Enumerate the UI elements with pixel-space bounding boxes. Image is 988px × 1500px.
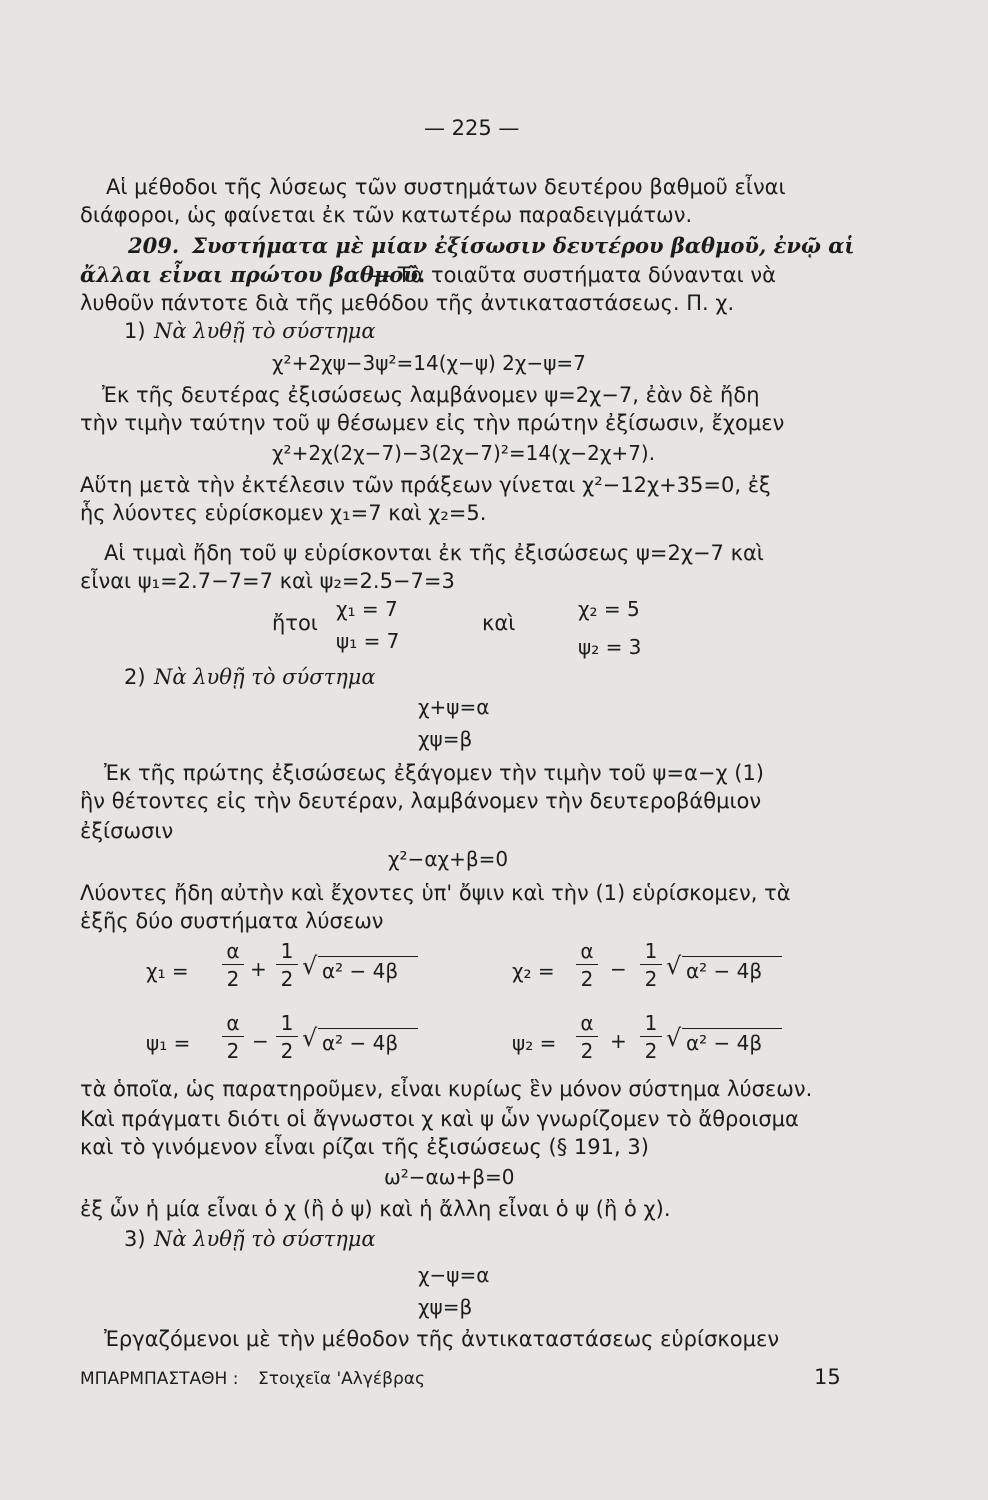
section-title-b: ἄλλαι εἶναι πρώτου βαθμοῦ. <box>80 262 426 287</box>
example-1-number: 1) <box>124 319 146 343</box>
example-2-number: 2) <box>124 665 146 689</box>
section-title-a: Συστήματα μὲ μίαν ἐξίσωσιν δευτέρου βαθμοῦ, ἐνῷ αἱ <box>192 233 855 258</box>
example-2-para-2: ἣν θέτοντες εἰς τὴν δευτέραν, λαμβάνομεν τὴν δευτεροβάθμιον <box>80 789 762 813</box>
example-2-eq-sum: χ+ψ=α <box>418 695 490 719</box>
example-3-para-1: Ἐργαζόμενοι μὲ τὴν μέθοδον τῆς ἀντικαταστάσεως εὑρίσκομεν <box>104 1327 780 1351</box>
section-text-a: — Τὰ τοιαῦτα συστήματα δύνανται νὰ <box>370 263 777 287</box>
example-2-para-9: ἐξ ὧν ἡ μία εἶναι ὁ χ (ἢ ὁ ψ) καὶ ἡ ἄλλη εἶναι ὁ ψ (ἢ ὁ χ). <box>80 1197 671 1221</box>
book-page: — 225 — Αἱ μέθοδοι τῆς λύσεως τῶν συστημάτων δευτέρου βαθμοῦ εἶναι διάφοροι, ὡς φαίνεται ἐκ τῶν κατωτέρω παραδειγμάτων. 209. Συστήματα μὲ μίαν ἐξίσωσιν δευτέρου βαθμοῦ, ἐνῷ αἱ ἄλλαι εἶναι πρώτου βαθμοῦ. — Τὰ τοιαῦτα συστήματα δύνανται νὰ λυθοῦν πάντοτε διὰ τῆς μεθόδου τῆς ἀντικαταστάσεως. Π. χ. 1) Νὰ λυθῇ τὸ σύστημα χ²+2χψ−3ψ²=14(χ−ψ) 2χ−ψ=7 Ἐκ τῆς δευτέρας ἐξισώσεως λαμβάνομεν ψ=2χ−7, ἐὰν δὲ ἤδη τὴν τιμὴν ταύτην τοῦ ψ θέσωμεν εἰς τὴν πρώτην ἐξίσωσιν, ἔχομεν χ²+2χ(2χ−7)−3(2χ−7)²=14(χ−2χ+7). Αὕτη μετὰ τὴν ἐκτέλεσιν τῶν πράξεων γίνεται χ²−12χ+35=0, ἐξ ἧς λύοντες εὑρίσκομεν χ₁=7 καὶ χ₂=5. Αἱ τιμαὶ ἤδη τοῦ ψ εὑρίσκονται ἐκ τῆς ἐξισώσεως ψ=2χ−7 καὶ εἶναι ψ₁=2.7−7=7 καὶ ψ₂=2.5−7=3 ἤτοι χ₁ = 7 ψ₁ = 7 καὶ χ₂ = 5 ψ₂ = 3 2) Νὰ λυθῇ τὸ σύστημα χ+ψ=α χψ=β Ἐκ τῆς πρώτης ἐξισώσεως ἐξάγομεν τὴν τιμὴν τοῦ ψ=α−χ (1) ἣν θέτοντες εἰς τὴν δευτέραν, λαμβάνομεν τὴν δευτεροβάθμιον ἐξίσωσιν χ²−αχ+β=0 Λύοντες ἤδη αὐτὴν καὶ ἔχοντες ὑπ' ὄψιν καὶ τὴν (1) εὑρίσκομεν, τὰ ἑξῆς δύο συστήματα λύσεων χ₁ = α 2 + 1 2 √ α² − 4β χ₂ = α 2 − 1 2 √ α² − 4β ψ₁ = α 2 − 1 2 √ α² − 4β ψ₂ = α 2 + 1 2 √ α² − 4β τὰ ὁποῖα, ὡς παρατηροῦμεν, εἶναι κυρίως ἓν μόνον σύστημα λύσεων. Καὶ πράγματι διότι οἱ ἄγνωστοι χ καὶ ψ ὧν γνωρίζομεν τὸ ἄθροισμα καὶ τὸ γινόμενον εἶναι ρίζαι τῆς ἐξισώσεως (§ 191, 3) ω²−αω+β=0 ἐξ ὧν ἡ μία εἶναι ὁ χ (ἢ ὁ ψ) καὶ ἡ ἄλλη εἶναι ὁ ψ (ἢ ὁ χ). 3) Νὰ λυθῇ τὸ σύστημα χ−ψ=α χψ=β Ἐργαζόμενοι μὲ τὴν μέθοδον τῆς ἀντικαταστάσεως εὑρίσκομεν ΜΠΑΡΜΠΑΣΤΑΘΗ : Στοιχεῖα 'Αλγέβρας 15 <box>0 0 988 1500</box>
example-1-para-2: τὴν τιμὴν ταύτην τοῦ ψ θέσωμεν εἰς τὴν πρώτην ἐξίσωσιν, ἔχομεν <box>80 411 785 435</box>
example-2-quadratic: χ²−αχ+β=0 <box>388 847 509 871</box>
example-2-para-5: ἑξῆς δύο συστήματα λύσεων <box>80 909 384 933</box>
example-1-para-5: Αἱ τιμαὶ ἤδη τοῦ ψ εὑρίσκονται ἐκ τῆς ἐξισώσεως ψ=2χ−7 καὶ <box>104 541 764 565</box>
section-number: 209. <box>128 233 180 258</box>
example-1-equation: χ²+2χ(2χ−7)−3(2χ−7)²=14(χ−2χ+7). <box>272 441 656 465</box>
example-1-para-6: εἶναι ψ₁=2.7−7=7 καὶ ψ₂=2.5−7=3 <box>80 569 455 593</box>
example-1-itoi: ἤτοι <box>272 611 318 635</box>
example-1-x2: χ₂ = 5 <box>578 597 640 621</box>
example-2-para-7: Καὶ πράγματι διότι οἱ ἄγνωστοι χ καὶ ψ ὧν γνωρίζομεν τὸ ἄθροισμα <box>80 1107 799 1131</box>
example-1-y1: ψ₁ = 7 <box>336 629 400 653</box>
example-2-para-8: καὶ τὸ γινόμενον εἶναι ρίζαι τῆς ἐξισώσεως (§ 191, 3) <box>80 1135 649 1159</box>
example-3-heading: Νὰ λυθῇ τὸ σύστημα <box>154 1227 376 1251</box>
example-2-para-6: τὰ ὁποῖα, ὡς παρατηροῦμεν, εἶναι κυρίως ἓν μόνον σύστημα λύσεων. <box>80 1077 813 1101</box>
example-2-heading: Νὰ λυθῇ τὸ σύστημα <box>154 665 376 689</box>
footer-book-title: Στοιχεῖα 'Αλγέβρας <box>258 1369 425 1389</box>
example-2-eq-product: χψ=β <box>418 727 473 751</box>
example-3-eq-difference: χ−ψ=α <box>418 1263 490 1287</box>
example-1-system: χ²+2χψ−3ψ²=14(χ−ψ) 2χ−ψ=7 <box>272 351 586 375</box>
example-1-x1: χ₁ = 7 <box>336 597 398 621</box>
example-2-para-1: Ἐκ τῆς πρώτης ἐξισώσεως ἐξάγομεν τὴν τιμὴν τοῦ ψ=α−χ (1) <box>104 761 764 785</box>
example-3-eq-product: χψ=β <box>418 1295 473 1319</box>
intro-line-1: Αἱ μέθοδοι τῆς λύσεως τῶν συστημάτων δευτέρου βαθμοῦ εἶναι <box>106 175 786 199</box>
intro-line-2: διάφοροι, ὡς φαίνεται ἐκ τῶν κατωτέρω παραδειγμάτων. <box>80 203 693 227</box>
example-1-heading: Νὰ λυθῇ τὸ σύστημα <box>154 319 376 343</box>
footer-author: ΜΠΑΡΜΠΑΣΤΑΘΗ : <box>80 1369 239 1389</box>
footer-signature-number: 15 <box>814 1365 841 1389</box>
example-2-omega-equation: ω²−αω+β=0 <box>384 1165 515 1189</box>
section-text-b: λυθοῦν πάντοτε διὰ τῆς μεθόδου τῆς ἀντικαταστάσεως. Π. χ. <box>80 291 735 315</box>
example-1-para-3: Αὕτη μετὰ τὴν ἐκτέλεσιν τῶν πράξεων γίνεται χ²−12χ+35=0, ἐξ <box>80 473 771 497</box>
page-number: — 225 — <box>424 116 520 140</box>
example-1-para-1: Ἐκ τῆς δευτέρας ἐξισώσεως λαμβάνομεν ψ=2χ−7, ἐὰν δὲ ἤδη <box>102 383 760 407</box>
example-2-para-3: ἐξίσωσιν <box>80 819 174 843</box>
example-1-kai: καὶ <box>482 611 516 635</box>
example-1-y2: ψ₂ = 3 <box>578 635 642 659</box>
example-2-para-4: Λύοντες ἤδη αὐτὴν καὶ ἔχοντες ὑπ' ὄψιν καὶ τὴν (1) εὑρίσκομεν, τὰ <box>80 881 791 905</box>
example-3-number: 3) <box>124 1227 146 1251</box>
example-1-para-4: ἧς λύοντες εὑρίσκομεν χ₁=7 καὶ χ₂=5. <box>80 501 487 525</box>
